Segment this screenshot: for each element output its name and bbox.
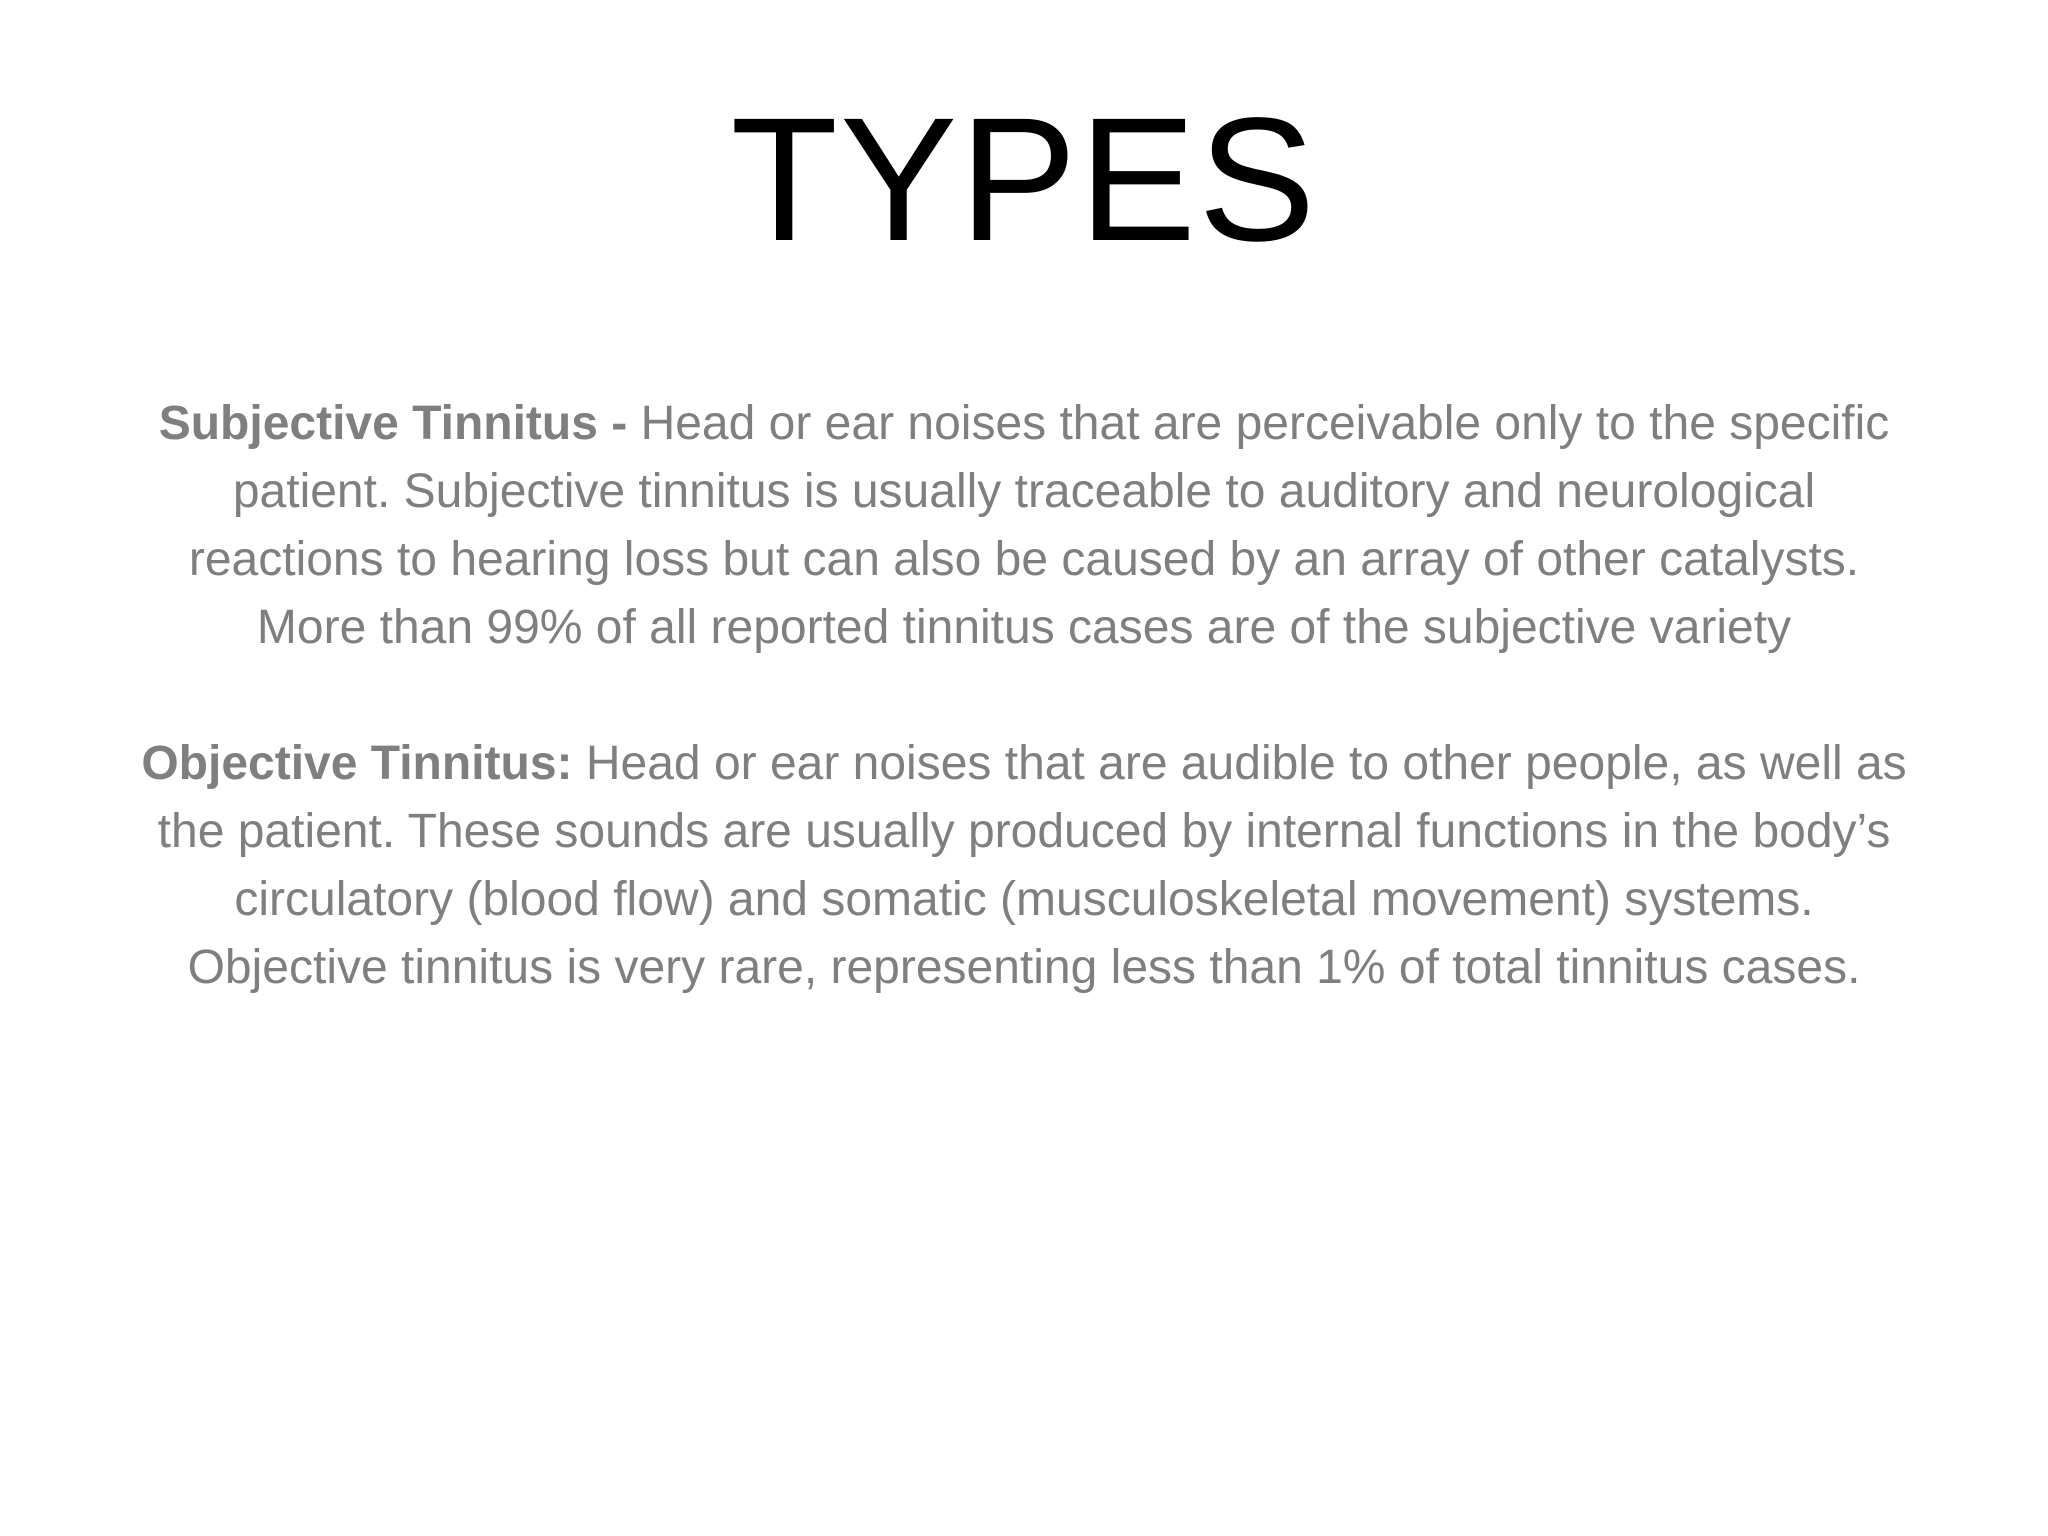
objective-tinnitus-term: Objective Tinnitus: [141, 737, 573, 790]
objective-tinnitus-paragraph [140, 730, 1908, 1002]
subjective-tinnitus-description: Head or ear noises that are perceivable only to the specific patient. Subjective tinnitus is usually traceable to auditory and neurological reactions to hearing loss but can also be caused by an array of other catalysts. More than 99% of all reported tinnitus cases are of the subjective variety [188, 397, 1890, 654]
subjective-tinnitus-paragraph [140, 390, 1908, 662]
slide-title: TYPES [730, 82, 1318, 278]
objective-tinnitus-description: Head or ear noises that are audible to other people, as well as the patient. These sounds are usually produced by internal functions in the body’s circulatory (blood flow) and somatic (musculoskeletal movement) systems. Objective tinnitus is very rare, representing less than 1% of total tinnitus cases. [157, 737, 1907, 994]
subjective-tinnitus-term: Subjective Tinnitus - [158, 397, 628, 450]
slide-body [140, 390, 1908, 1002]
